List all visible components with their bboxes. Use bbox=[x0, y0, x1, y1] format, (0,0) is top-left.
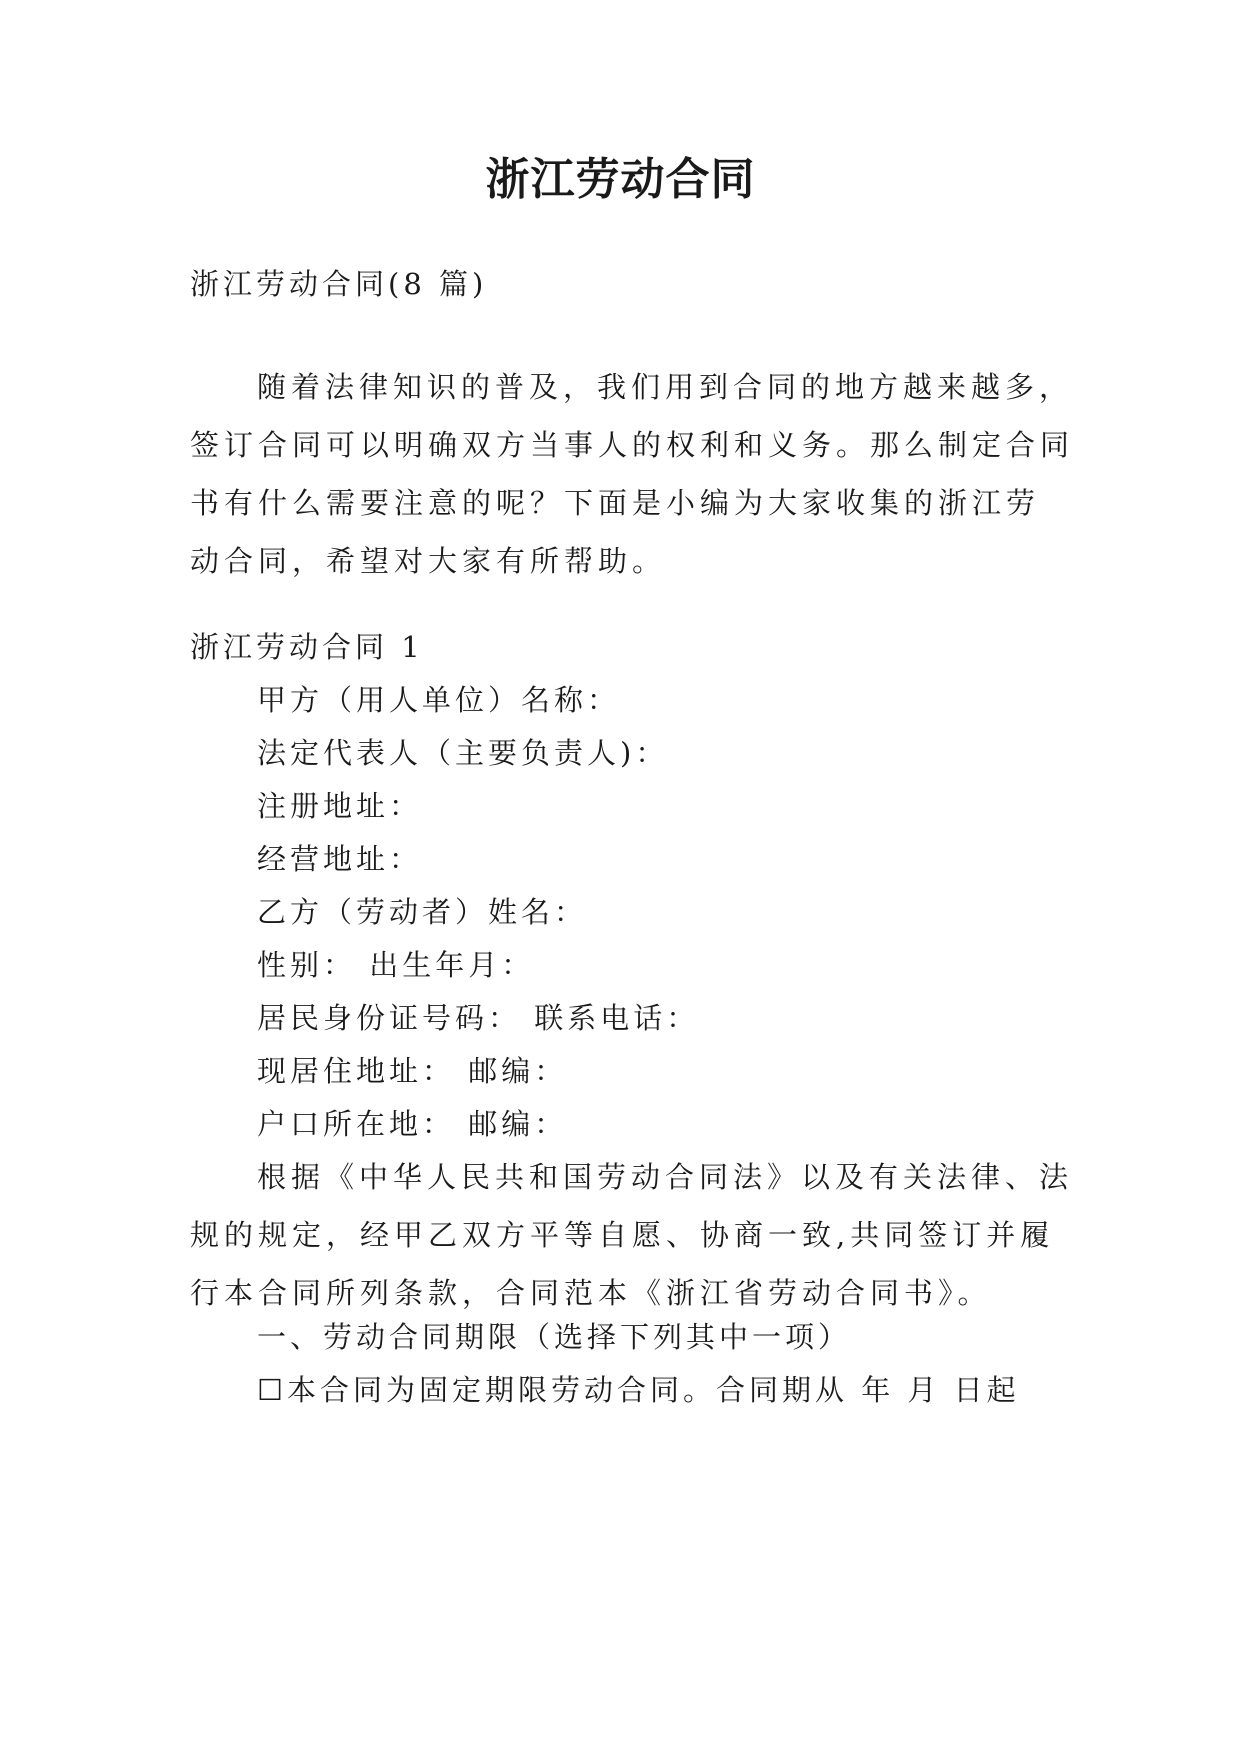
section-heading: 浙江劳动合同 1 bbox=[190, 630, 424, 664]
clause-heading: 一、劳动合同期限（选择下列其中一项） bbox=[257, 1320, 852, 1354]
basis-line: 行本合同所列条款，合同范本《浙江省劳动合同书》。 bbox=[190, 1276, 992, 1310]
field-id-phone: 居民身份证号码： 联系电话： bbox=[257, 1001, 700, 1035]
document-title: 浙江劳动合同 bbox=[485, 154, 756, 205]
field-business-address: 经营地址： bbox=[257, 842, 423, 876]
field-employee-name: 乙方（劳动者）姓名： bbox=[257, 895, 588, 929]
intro-line: 签订合同可以明确双方当事人的权利和义务。那么制定合同 bbox=[190, 428, 1075, 462]
basis-line: 根据《中华人民共和国劳动合同法》以及有关法律、法 bbox=[257, 1160, 1074, 1194]
field-employer-name: 甲方（用人单位）名称： bbox=[257, 683, 621, 717]
intro-paragraph bbox=[190, 358, 1075, 590]
basis-paragraph bbox=[190, 1148, 1074, 1322]
basis-line: 规的规定，经甲乙双方平等自愿、协商一致,共同签订并履 bbox=[190, 1218, 1055, 1252]
clause-option-fixed-term: ☐本合同为固定期限劳动合同。合同期从 年 月 日起 bbox=[257, 1373, 1020, 1407]
field-current-address: 现居住地址： 邮编： bbox=[257, 1054, 568, 1088]
intro-line: 书有什么需要注意的呢？下面是小编为大家收集的浙江劳 bbox=[190, 486, 1041, 520]
document-subtitle: 浙江劳动合同(8 篇) bbox=[190, 267, 488, 301]
field-legal-representative: 法定代表人（主要负责人)： bbox=[257, 736, 669, 770]
field-household-registration: 户口所在地： 邮编： bbox=[257, 1107, 568, 1141]
field-gender-birth: 性别： 出生年月： bbox=[257, 948, 535, 982]
field-registered-address: 注册地址： bbox=[257, 789, 423, 823]
intro-line: 随着法律知识的普及，我们用到合同的地方越来越多， bbox=[257, 370, 1074, 404]
intro-line: 动合同，希望对大家有所帮助。 bbox=[190, 544, 667, 578]
